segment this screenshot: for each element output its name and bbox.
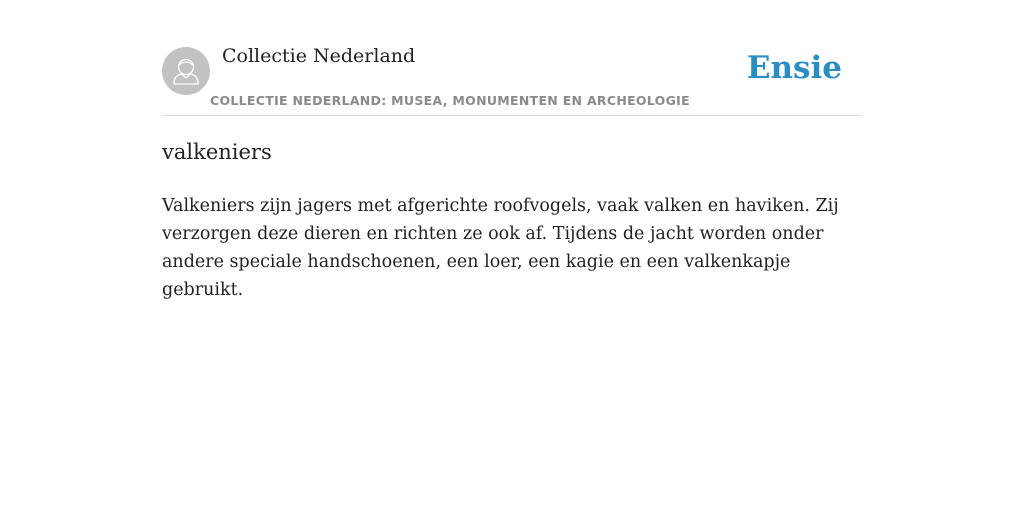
content-container (162, 0, 862, 300)
article-title: valkeniers (162, 140, 272, 164)
article-body: Valkeniers zijn jagers met afgerichte roofvogels, vaak valken en haviken. Zij verzorgen deze dieren en richten ze ook af. Tijdens de jacht worden onder andere speciale handschoenen, een loer, een kagie en een valkenkapje gebruikt. (162, 196, 839, 300)
ensie-logo[interactable]: Ensie (746, 50, 842, 86)
author-name[interactable]: Collectie Nederland (222, 45, 416, 67)
header (162, 0, 862, 116)
collection-title-link[interactable]: COLLECTIE NEDERLAND: MUSEA, MONUMENTEN EN ARCHEOLOGIE (210, 93, 690, 108)
user-silhouette-icon[interactable] (162, 47, 210, 95)
